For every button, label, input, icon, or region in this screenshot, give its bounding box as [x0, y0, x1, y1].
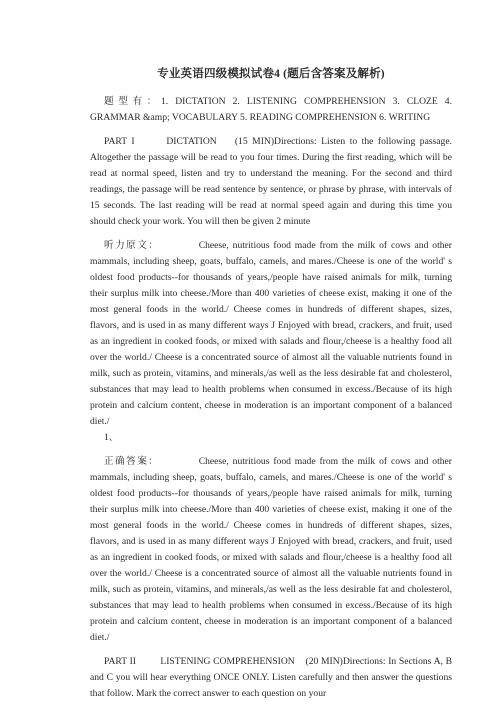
part1-heading: PART I [104, 136, 135, 147]
part2-heading: PART II [104, 656, 136, 667]
answer-paragraph [90, 454, 452, 646]
part2-paragraph [90, 654, 452, 702]
item-number: 1、 [104, 432, 119, 443]
transcript-label: 听力原文： [104, 240, 160, 251]
part2-directions: (20 MIN)Directions: In Sections A, B and C you will hear everything ONCE ONLY. Listen carefully and then answer the questions that follow. Mark the correct answer to each question on your [90, 656, 453, 699]
part1-heading-title: DICTATION [166, 136, 217, 147]
answer-label: 正确答案： [104, 456, 160, 467]
transcript-paragraph [90, 238, 452, 430]
transcript-text: Cheese, nutritious food made from the milk of cows and other mammals, including sheep, goats, buffalo, camels, and mares./Cheese is one of the world' s oldest food products--for thousands of years,/people have raised animals for milk, turning their surplus milk into cheese./More than 400 varieties of cheese exist, making it one of the most general foods in the world./ Cheese comes in hundreds of different shapes, sizes, flavors, and is used in as many different ways J Enjoyed with bread, crackers, and fruit, used as an ingredient in cooked foods, or mixed with salads and flour,/cheese is a healthy food all over the world./ Cheese is a concentrated source of almost all the valuable nutrients found in milk, such as protein, vitamins, and minerals,/as well as the less desirable fat and cholesterol, substances that may lead to health problems when consumed in excess./Because of its high protein and calcium content, cheese in moderation is an important component of a balanced diet./ [90, 240, 452, 427]
answer-text: Cheese, nutritious food made from the milk of cows and other mammals, including sheep, goats, buffalo, camels, and mares./Cheese is one of the world' s oldest food products--for thousands of years,/people have raised animals for milk, turning their surplus milk into cheese./More than 400 varieties of cheese exist, making it one of the most general foods in the world./ Cheese comes in hundreds of different shapes, sizes, flavors, and is used in as many different ways J Enjoyed with bread, crackers, and fruit, used as an ingredient in cooked foods, or mixed with salads and flour,/cheese is a healthy food all over the world./ Cheese is a concentrated source of almost all the valuable nutrients found in milk, such as protein, vitamins, and minerals,/as well as the less desirable fat and cholesterol, substances that may lead to health problems when consumed in excess./Because of its high protein and calcium content, cheese in moderation is an important component of a balanced diet./ [90, 456, 452, 643]
part1-paragraph [90, 134, 452, 230]
part2-heading-title: LISTENING COMPREHENSION [160, 656, 295, 667]
part1-directions: (15 MIN)Directions: Listen to the following passage. Altogether the passage will be read to you four times. During the first reading, which will be read at normal speed, listen and try to understand the meaning. For the second and third readings, the passage will be read sentence by sentence, or phrase by phrase, with intervals of 15 seconds. The last reading will be read at normal speed again and during this time you should check your work. You will then be given 2 minute [90, 136, 453, 227]
question-types-line: 题型有：1. DICTATION 2. LISTENING COMPREHENSION 3. CLOZE 4. GRAMMAR &amp; VOCABULARY 5. READING COMPREHENSION 6. WRITING [90, 96, 452, 123]
document-title: 专业英语四级模拟试卷4 (题后含答案及解析) [157, 68, 385, 80]
